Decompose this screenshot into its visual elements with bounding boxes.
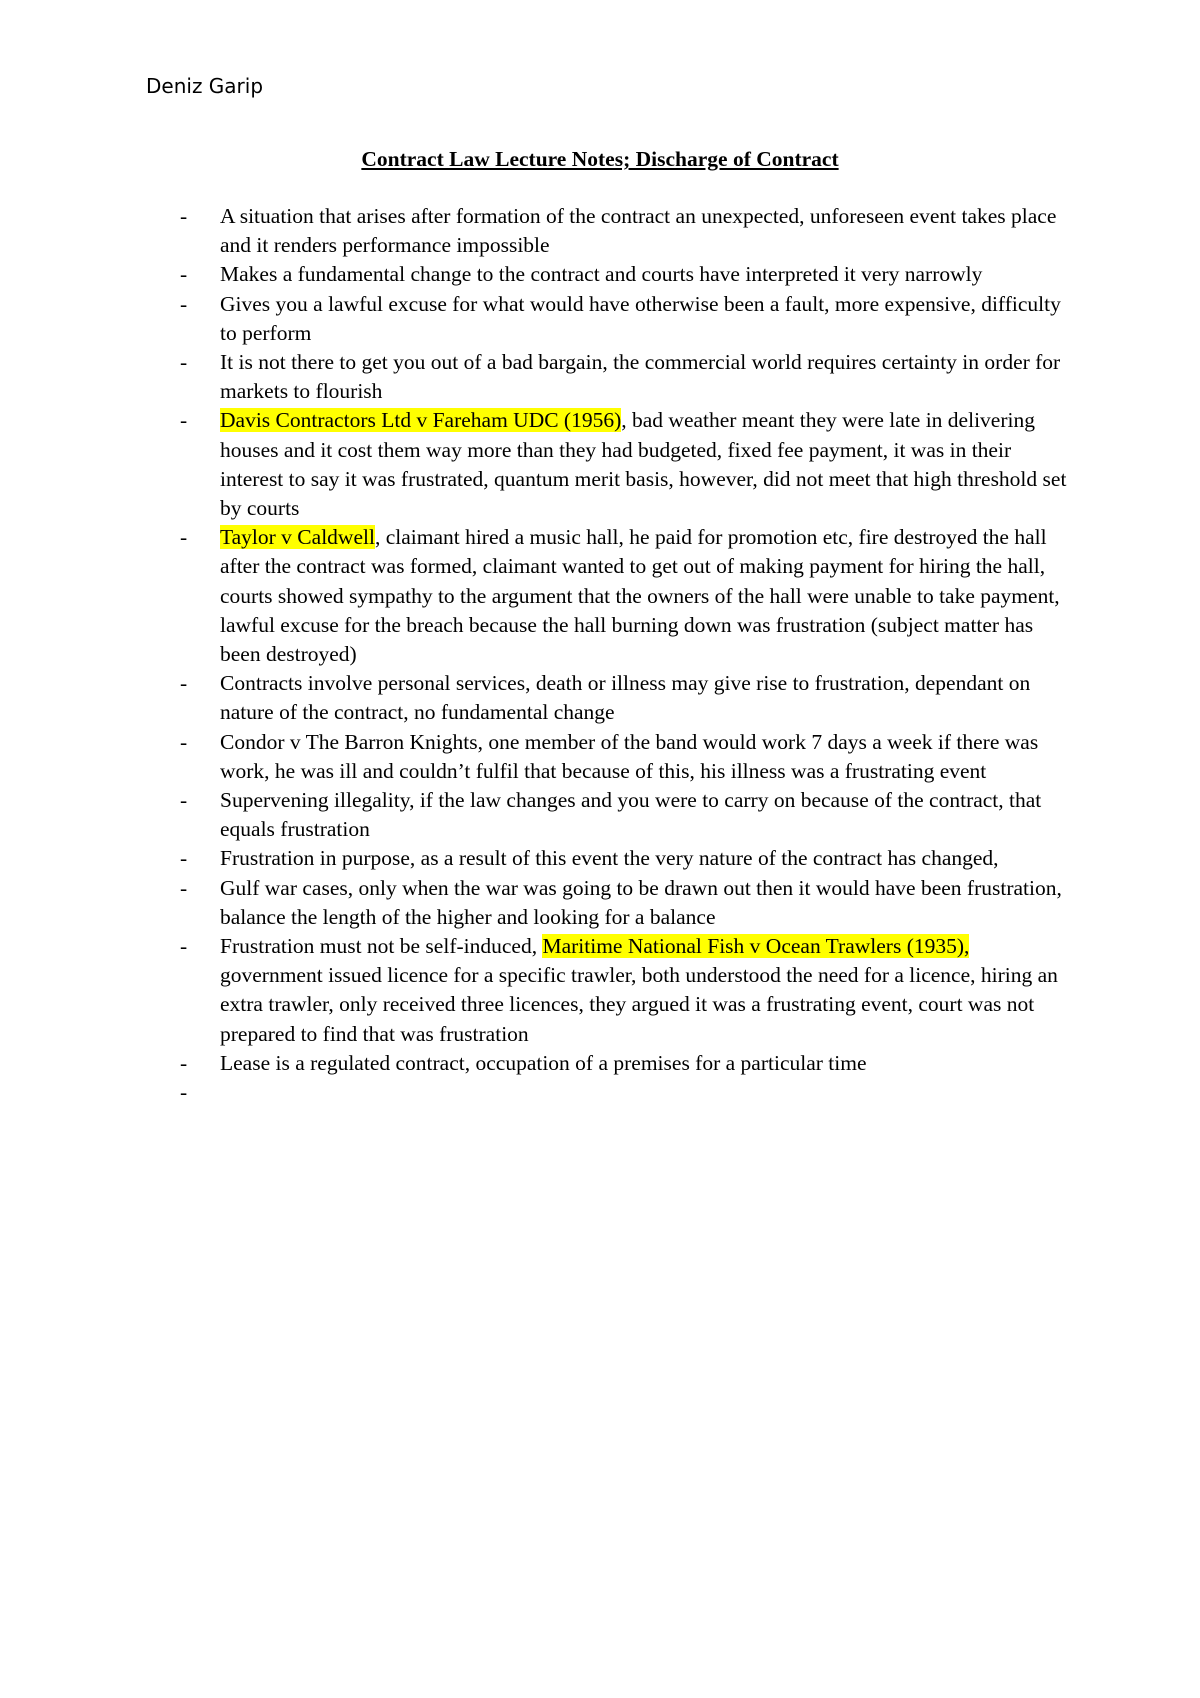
note-item [180,406,1070,523]
case-citation-highlight: Maritime National Fish v Ocean Trawlers (1935), [542,934,970,959]
note-text: It is not there to get you out of a bad bargain, the commercial world requires certainty in order for markets to flourish [220,350,1061,404]
note-text: government issued licence for a specific trawler, both understood the need for a licence, hiring an extra trawler, only received three licences, they argued it was a frustrating event, court was not prepared to find that was frustration [220,963,1058,1046]
note-item [180,786,1070,844]
bullet-dash: - [180,788,188,813]
document-title: Contract Law Lecture Notes; Discharge of Contract [361,147,839,171]
note-text: Frustration in purpose, as a result of this event the very nature of the contract has changed, [220,846,999,871]
bullet-dash: - [180,262,188,287]
notes-list [180,202,1070,1105]
note-text: Frustration must not be self-induced, [220,934,543,959]
note-item [180,260,1070,289]
bullet-dash: - [180,875,188,900]
bullet-dash: - [180,1080,188,1105]
case-citation-highlight: Taylor v Caldwell [220,525,375,550]
note-item [180,290,1070,348]
bullet-dash: - [180,350,188,375]
bullet-dash: - [180,729,188,754]
bullet-dash: - [180,934,188,959]
note-item [180,669,1070,727]
note-text: Lease is a regulated contract, occupation of a premises for a particular time [220,1050,867,1075]
note-item [180,348,1070,406]
note-text: Contracts involve personal services, death or illness may give rise to frustration, dependant on nature of the contract, no fundamental change [220,671,1031,725]
note-item [180,202,1070,260]
bullet-dash: - [180,525,188,550]
note-text: Gulf war cases, only when the war was going to be drawn out then it would have been frustration, balance the length of the higher and looking for a balance [220,875,1062,929]
note-item [180,523,1070,669]
note-item [180,1049,1070,1078]
note-item [180,874,1070,932]
note-item [180,844,1070,873]
note-text: Makes a fundamental change to the contract and courts have interpreted it very narrowly [220,262,983,287]
note-text: Condor v The Barron Knights, one member of the band would work 7 days a week if there was work, he was ill and couldn’t fulfil that because of this, his illness was a frustrating event [220,729,1039,783]
note-text: A situation that arises after formation of the contract an unexpected, unforeseen event takes place and it renders performance impossible [220,204,1057,258]
note-text: , claimant hired a music hall, he paid for promotion etc, fire destroyed the hall after the contract was formed, claimant wanted to get out of making payment for hiring the hall, courts showed sympathy to the argument that the owners of the hall were unable to take payment, lawful excuse for the breach because the hall burning down was frustration (subject matter has been destroyed) [220,525,1060,667]
note-text: Gives you a lawful excuse for what would have otherwise been a fault, more expensive, difficulty to perform [220,291,1061,345]
note-item [180,932,1070,1049]
case-citation-highlight: Davis Contractors Ltd v Fareham UDC (1956) [220,408,622,433]
bullet-dash: - [180,291,188,316]
note-text: , bad weather meant they were late in delivering houses and it cost them way more than they had budgeted, fixed fee payment, it was in their interest to say it was frustrated, quantum merit basis, however, did not meet that high threshold set by courts [220,408,1067,521]
bullet-dash: - [180,671,188,696]
note-item [180,728,1070,786]
bullet-dash: - [180,1050,188,1075]
bullet-dash: - [180,204,188,228]
author-name: Deniz Garip [146,74,264,98]
bullet-dash: - [180,408,188,433]
bullet-dash: - [180,846,188,871]
note-text: Supervening illegality, if the law changes and you were to carry on because of the contract, that equals frustration [220,788,1042,842]
